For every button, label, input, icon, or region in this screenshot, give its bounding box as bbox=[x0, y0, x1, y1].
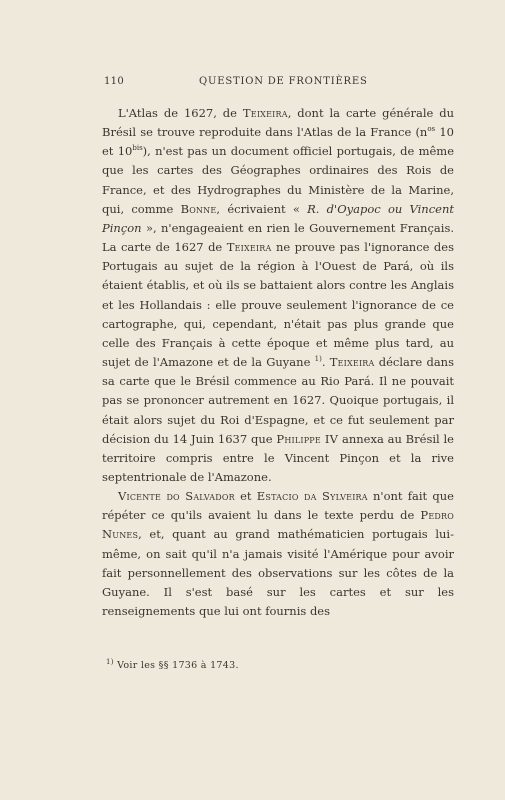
small-caps-name: Bonne bbox=[180, 201, 217, 216]
paragraph bbox=[102, 104, 454, 487]
text-run: , dont la carte générale du Brésil se trouve reproduite dans l'Atlas de la France (n bbox=[102, 106, 454, 140]
superscript: bis bbox=[132, 144, 143, 153]
footnote-marker: 1) bbox=[106, 657, 114, 666]
text-run: annexa au Brésil le territoire compris entre le Vincent Pinçon et la rive septentrionale de l'Amazone. bbox=[102, 431, 454, 484]
small-caps-name: Teixeira bbox=[242, 106, 288, 120]
paragraph bbox=[102, 487, 454, 621]
page-number: 110 bbox=[104, 76, 124, 87]
small-caps-name: Philippe IV bbox=[276, 431, 339, 446]
text-run: n'ont fait que répéter ce qu'ils avaient lu dans le texte perdu de bbox=[102, 489, 454, 523]
small-caps-name: Estacio da Sylveira bbox=[256, 489, 368, 504]
text-run: . bbox=[321, 355, 330, 370]
text-run: ne prouve pas l'ignorance des Portugais au sujet de la région à l'Ouest de Pará, où ils étaient établis, et où ils se battaient alors contre les Anglais et les Hollandais : elle prouve seulement l'ignorance de ce cartographe, qui, cependant, n'était pas plus grande que celle des Français à cette époque et même plus tard, au sujet de l'Amazone et de la Guyane bbox=[102, 240, 455, 370]
small-caps-name: Teixeira bbox=[226, 240, 272, 255]
running-head: QUESTION DE FRONTIÈRES bbox=[199, 76, 368, 87]
text-run: déclare dans sa carte que le Brésil commence au Rio Pará. Il ne pouvait pas se prononcer autrement en 1627. Quoique portugais, il était alors sujet du Roi d'Espagne, et ce fut seulement par décision du 14 Juin 1637 que bbox=[102, 355, 454, 446]
superscript: os bbox=[427, 125, 436, 134]
text-run: , et, quant au grand mathématicien portugais lui-même, on sait qu'il n'a jamais visité l'Amérique pour avoir fait personnellement des observations sur les côtes de la Guyane. Il s'est basé sur les cartes et sur les renseignements que lui ont fournis des bbox=[102, 527, 454, 619]
footnote bbox=[106, 657, 239, 671]
small-caps-name: Vicente do Salvador bbox=[118, 489, 235, 504]
small-caps-name: Pedro Nunes bbox=[102, 508, 454, 542]
text-run: , écrivaient « bbox=[216, 201, 308, 216]
superscript: 1) bbox=[314, 355, 322, 364]
text-run: L'Atlas de 1627, de bbox=[118, 106, 243, 120]
text-run: et bbox=[234, 489, 257, 504]
small-caps-name: Teixeira bbox=[329, 355, 375, 370]
text-run: », n'engageaient en rien le Gouvernement Français. La carte de 1627 de bbox=[102, 220, 454, 255]
text-run: 10 et 10 bbox=[102, 125, 454, 159]
footnote-text: Voir les §§ 1736 à 1743. bbox=[113, 660, 239, 671]
text-run: ), n'est pas un document officiel portugais, de même que les cartes des Géographes ordinaires des Rois de France, et des Hydrographes du Ministère de la Marine, qui, comme bbox=[102, 144, 455, 216]
italic-text: R. d'Oyapoc ou Vincent Pinçon bbox=[102, 201, 454, 235]
page-header bbox=[104, 76, 449, 92]
body-text bbox=[102, 104, 454, 621]
